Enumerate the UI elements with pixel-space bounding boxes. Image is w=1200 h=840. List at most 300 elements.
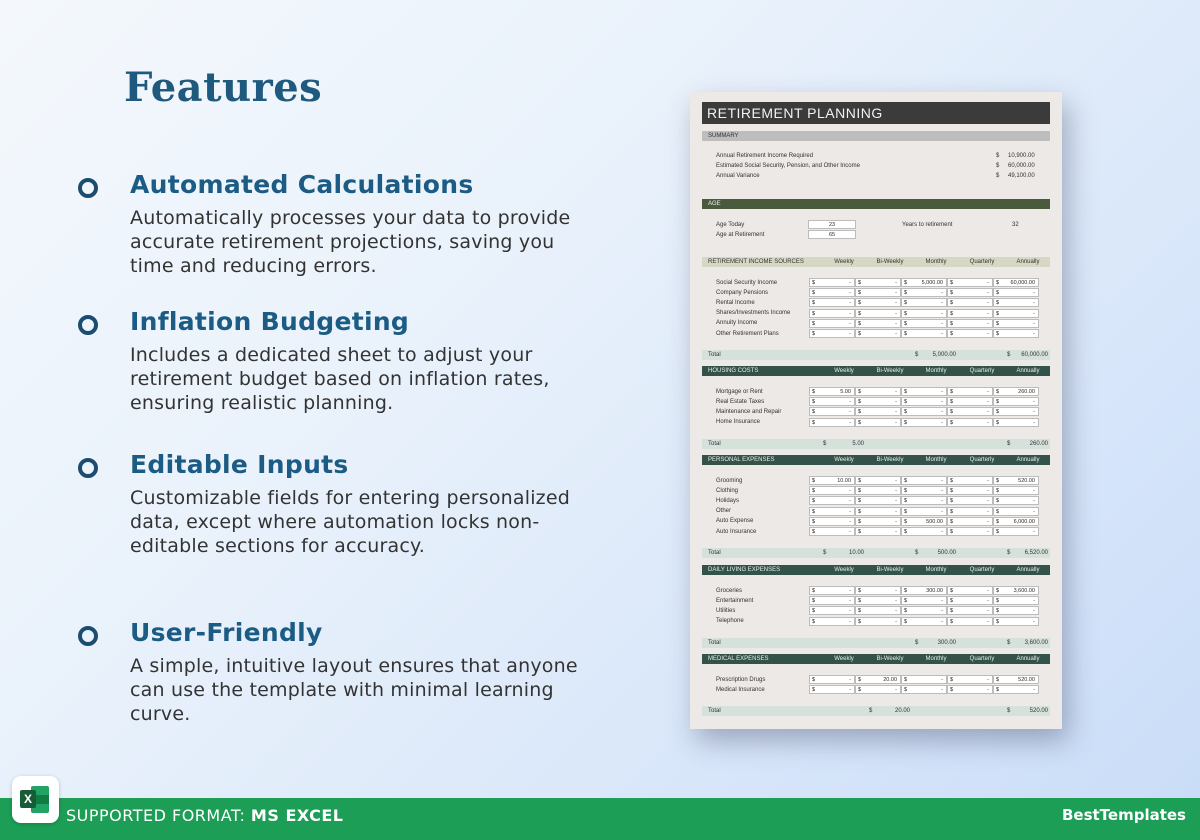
- amount-value: -: [1033, 608, 1035, 615]
- amount-cell[interactable]: [855, 476, 901, 485]
- amount-value: -: [849, 320, 851, 327]
- summary-currency: $: [996, 153, 1000, 159]
- amount-value: -: [987, 518, 989, 525]
- amount-cell[interactable]: [809, 685, 855, 694]
- amount-cell[interactable]: [901, 288, 947, 297]
- currency-symbol: $: [904, 320, 908, 327]
- amount-cell[interactable]: [993, 527, 1039, 536]
- amount-value: -: [987, 419, 989, 426]
- summary-value: 10,900.00: [1008, 153, 1035, 159]
- amount-value: 20.00: [883, 677, 897, 683]
- amount-cell[interactable]: [947, 288, 993, 297]
- total-value: 260.00: [1029, 440, 1048, 447]
- amount-cell[interactable]: [809, 397, 855, 406]
- currency-symbol: $: [858, 608, 862, 615]
- amount-cell[interactable]: [809, 298, 855, 307]
- amount-cell[interactable]: [855, 278, 901, 287]
- amount-value: -: [895, 687, 897, 694]
- currency-symbol: $: [812, 389, 816, 395]
- amount-cell[interactable]: [855, 596, 901, 605]
- feature-description: Customizable fields for entering personalized data, except where automation locks non-editable sections for accuracy.: [130, 487, 571, 557]
- amount-value: -: [849, 588, 851, 594]
- amount-value: -: [1033, 331, 1035, 337]
- amount-cell[interactable]: [809, 407, 855, 416]
- amount-cell[interactable]: [901, 507, 947, 516]
- amount-value: -: [1033, 598, 1035, 605]
- amount-cell[interactable]: [855, 606, 901, 615]
- amount-cell[interactable]: [855, 486, 901, 495]
- amount-cell[interactable]: [855, 586, 901, 595]
- amount-cell[interactable]: [855, 397, 901, 406]
- amount-value: -: [895, 518, 897, 525]
- amount-cell[interactable]: [947, 617, 993, 626]
- currency-symbol: $: [996, 608, 1000, 615]
- column-header: Weekly: [834, 457, 854, 463]
- row-label: Auto Expense: [716, 518, 754, 525]
- currency-symbol: $: [858, 310, 862, 317]
- row-label: Prescription Drugs: [716, 676, 766, 683]
- currency-symbol: $: [950, 518, 954, 525]
- currency-symbol: $: [858, 488, 862, 495]
- currency-symbol: $: [996, 618, 1000, 625]
- total-value: 6,520.00: [1024, 550, 1048, 557]
- currency-symbol: $: [1007, 440, 1011, 447]
- column-header: Weekly: [834, 368, 854, 374]
- currency-symbol: $: [904, 290, 908, 297]
- amount-value: -: [849, 608, 851, 615]
- amount-cell[interactable]: [993, 685, 1039, 694]
- total-value: 300.00: [937, 639, 956, 646]
- amount-value: 500.00: [926, 518, 943, 525]
- amount-cell[interactable]: [993, 309, 1039, 318]
- amount-cell[interactable]: [993, 418, 1039, 427]
- amount-cell[interactable]: [901, 617, 947, 626]
- currency-symbol: $: [858, 409, 862, 416]
- section-header: [702, 366, 1050, 376]
- total-label: Total: [708, 550, 721, 557]
- currency-symbol: $: [812, 498, 816, 505]
- amount-cell[interactable]: [947, 675, 993, 684]
- currency-symbol: $: [950, 399, 954, 406]
- currency-symbol: $: [996, 498, 1000, 505]
- amount-cell[interactable]: [947, 496, 993, 505]
- amount-cell[interactable]: [993, 476, 1039, 485]
- amount-cell[interactable]: [947, 309, 993, 318]
- section-total: [702, 548, 1050, 558]
- amount-value: -: [941, 290, 943, 297]
- amount-cell[interactable]: [947, 397, 993, 406]
- column-header: Bi-Weekly: [876, 259, 904, 265]
- amount-cell[interactable]: [947, 507, 993, 516]
- amount-value: -: [1033, 419, 1035, 426]
- amount-value: -: [987, 280, 989, 286]
- amount-cell[interactable]: [993, 596, 1039, 605]
- amount-cell[interactable]: [947, 517, 993, 526]
- currency-symbol: $: [812, 687, 816, 694]
- amount-cell[interactable]: [809, 517, 855, 526]
- amount-cell[interactable]: [993, 617, 1039, 626]
- excel-icon: [12, 776, 59, 823]
- row-label: Maintenance and Repair: [716, 408, 782, 415]
- currency-symbol: $: [996, 529, 1000, 535]
- feature-description: Automatically processes your data to provide accurate retirement projections, saving you time and reducing errors.: [130, 207, 571, 277]
- currency-symbol: $: [996, 598, 1000, 605]
- column-header: Bi-Weekly: [876, 567, 904, 573]
- amount-cell[interactable]: [901, 319, 947, 328]
- amount-cell[interactable]: [993, 517, 1039, 526]
- amount-value: -: [895, 399, 897, 406]
- section-total: [702, 350, 1050, 360]
- section-total: [702, 439, 1050, 449]
- column-header: Quarterly: [969, 567, 995, 573]
- amount-cell[interactable]: [855, 298, 901, 307]
- amount-cell[interactable]: [993, 319, 1039, 328]
- format-value: MS EXCEL: [250, 806, 344, 825]
- currency-symbol: $: [858, 529, 862, 535]
- amount-value: -: [1033, 399, 1035, 406]
- amount-value: -: [941, 529, 943, 535]
- total-value: 500.00: [937, 550, 956, 557]
- amount-cell[interactable]: [901, 309, 947, 318]
- amount-cell[interactable]: [993, 586, 1039, 595]
- amount-cell[interactable]: [901, 586, 947, 595]
- amount-value: -: [1033, 290, 1035, 297]
- row-label: Annuity Income: [716, 320, 758, 327]
- currency-symbol: $: [950, 280, 954, 286]
- amount-cell[interactable]: [855, 309, 901, 318]
- amount-cell[interactable]: [947, 407, 993, 416]
- amount-value: -: [987, 687, 989, 694]
- amount-cell[interactable]: [993, 288, 1039, 297]
- amount-value: -: [987, 677, 989, 683]
- currency-symbol: $: [904, 677, 908, 683]
- amount-cell[interactable]: [947, 606, 993, 615]
- currency-symbol: $: [950, 498, 954, 505]
- bullet-ring-icon: [78, 178, 98, 198]
- amount-cell[interactable]: [947, 278, 993, 287]
- amount-value: -: [849, 300, 851, 307]
- currency-symbol: $: [1007, 352, 1011, 359]
- currency-symbol: $: [996, 588, 1000, 594]
- currency-symbol: $: [950, 687, 954, 694]
- amount-value: -: [1033, 618, 1035, 625]
- amount-cell[interactable]: [901, 397, 947, 406]
- currency-symbol: $: [950, 389, 954, 395]
- total-value: 10.00: [848, 550, 864, 557]
- currency-symbol: $: [996, 508, 1000, 515]
- amount-cell[interactable]: [947, 596, 993, 605]
- amount-cell[interactable]: [809, 496, 855, 505]
- amount-value: -: [1033, 409, 1035, 416]
- amount-cell[interactable]: [855, 675, 901, 684]
- amount-cell[interactable]: [947, 476, 993, 485]
- row-label: Real Estate Taxes: [716, 398, 765, 405]
- currency-symbol: $: [904, 508, 908, 515]
- amount-cell[interactable]: [855, 387, 901, 396]
- amount-cell[interactable]: [901, 675, 947, 684]
- amount-value: -: [987, 608, 989, 615]
- currency-symbol: $: [996, 310, 1000, 317]
- amount-cell[interactable]: [993, 278, 1039, 287]
- amount-cell[interactable]: [901, 329, 947, 338]
- currency-symbol: $: [996, 280, 1000, 286]
- amount-value: -: [849, 331, 851, 337]
- currency-symbol: $: [904, 399, 908, 406]
- amount-value: -: [941, 598, 943, 605]
- amount-cell[interactable]: [855, 685, 901, 694]
- bullet-ring-icon: [78, 458, 98, 478]
- currency-symbol: $: [904, 488, 908, 495]
- amount-cell[interactable]: [809, 278, 855, 287]
- amount-value: -: [987, 320, 989, 327]
- section-header-label: RETIREMENT INCOME SOURCES: [708, 259, 804, 265]
- amount-value: -: [987, 598, 989, 605]
- amount-cell[interactable]: [809, 507, 855, 516]
- amount-value: 5,000.00: [921, 280, 943, 286]
- summary-currency: $: [996, 163, 1000, 169]
- amount-cell[interactable]: [809, 606, 855, 615]
- amount-cell[interactable]: [901, 298, 947, 307]
- amount-cell[interactable]: [809, 288, 855, 297]
- currency-symbol: $: [858, 618, 862, 625]
- amount-value: -: [895, 280, 897, 286]
- age-retirement-input[interactable]: 65: [808, 230, 856, 239]
- row-label: Rental Income: [716, 299, 755, 306]
- currency-symbol: $: [858, 399, 862, 406]
- summary-label: Annual Variance: [716, 173, 760, 179]
- amount-cell[interactable]: [993, 387, 1039, 396]
- amount-value: -: [895, 389, 897, 395]
- section-header: [702, 257, 1050, 267]
- amount-cell[interactable]: [809, 596, 855, 605]
- amount-value: -: [849, 488, 851, 495]
- amount-cell[interactable]: [993, 496, 1039, 505]
- currency-symbol: $: [812, 588, 816, 594]
- amount-cell[interactable]: [855, 329, 901, 338]
- row-label: Groceries: [716, 587, 743, 594]
- age-header-label: AGE: [708, 201, 721, 207]
- amount-value: -: [895, 618, 897, 625]
- currency-symbol: $: [904, 588, 908, 594]
- amount-cell[interactable]: [993, 675, 1039, 684]
- amount-value: 520.00: [1018, 478, 1035, 484]
- amount-cell[interactable]: [993, 397, 1039, 406]
- currency-symbol: $: [996, 409, 1000, 416]
- amount-cell[interactable]: [809, 476, 855, 485]
- amount-value: -: [895, 409, 897, 416]
- currency-symbol: $: [904, 280, 908, 286]
- amount-cell[interactable]: [947, 319, 993, 328]
- amount-cell[interactable]: [901, 418, 947, 427]
- amount-cell[interactable]: [809, 309, 855, 318]
- amount-value: -: [849, 399, 851, 406]
- amount-value: -: [941, 389, 943, 395]
- amount-cell[interactable]: [901, 606, 947, 615]
- currency-symbol: $: [950, 508, 954, 515]
- currency-symbol: $: [915, 550, 919, 557]
- amount-value: -: [987, 498, 989, 505]
- amount-cell[interactable]: [855, 527, 901, 536]
- supported-format: [66, 806, 344, 826]
- amount-cell[interactable]: [855, 319, 901, 328]
- amount-value: 5.00: [840, 389, 851, 395]
- amount-cell[interactable]: [901, 278, 947, 287]
- feature-title: Automated Calculations: [130, 170, 474, 199]
- amount-cell[interactable]: [809, 329, 855, 338]
- currency-symbol: $: [858, 677, 862, 683]
- currency-symbol: $: [950, 677, 954, 683]
- currency-symbol: $: [858, 280, 862, 286]
- amount-cell[interactable]: [855, 418, 901, 427]
- amount-value: -: [849, 518, 851, 525]
- currency-symbol: $: [812, 409, 816, 416]
- section-header-label: MEDICAL EXPENSES: [708, 656, 769, 662]
- amount-value: -: [987, 618, 989, 625]
- amount-cell[interactable]: [901, 527, 947, 536]
- amount-value: -: [895, 320, 897, 327]
- amount-cell[interactable]: [947, 527, 993, 536]
- amount-cell[interactable]: [855, 517, 901, 526]
- currency-symbol: $: [996, 478, 1000, 484]
- format-prefix: SUPPORTED FORMAT:: [66, 806, 246, 825]
- currency-symbol: $: [950, 488, 954, 495]
- amount-value: -: [1033, 300, 1035, 307]
- currency-symbol: $: [950, 320, 954, 327]
- currency-symbol: $: [812, 598, 816, 605]
- section-header: [702, 565, 1050, 575]
- amount-value: -: [849, 310, 851, 317]
- column-header: Annually: [1016, 656, 1040, 662]
- age-today-label: Age Today: [716, 222, 745, 228]
- currency-symbol: $: [904, 529, 908, 535]
- amount-cell[interactable]: [947, 387, 993, 396]
- section-header: [702, 455, 1050, 465]
- amount-value: -: [941, 399, 943, 406]
- amount-cell[interactable]: [855, 496, 901, 505]
- currency-symbol: $: [950, 331, 954, 337]
- currency-symbol: $: [950, 598, 954, 605]
- amount-cell[interactable]: [993, 606, 1039, 615]
- currency-symbol: $: [904, 498, 908, 505]
- amount-value: -: [941, 677, 943, 683]
- currency-symbol: $: [904, 310, 908, 317]
- amount-value: -: [895, 331, 897, 337]
- amount-cell[interactable]: [901, 496, 947, 505]
- row-label: Social Security Income: [716, 279, 778, 286]
- amount-cell[interactable]: [947, 685, 993, 694]
- column-header: Bi-Weekly: [876, 457, 904, 463]
- total-label: Total: [708, 352, 721, 359]
- amount-cell[interactable]: [809, 319, 855, 328]
- amount-cell[interactable]: [947, 586, 993, 595]
- currency-symbol: $: [996, 399, 1000, 406]
- row-label: Home Insurance: [716, 419, 761, 426]
- feature-title: Inflation Budgeting: [130, 307, 410, 336]
- section-header-label: DAILY LIVING EXPENSES: [708, 567, 781, 573]
- amount-value: -: [895, 290, 897, 297]
- amount-cell[interactable]: [901, 387, 947, 396]
- total-label: Total: [708, 639, 721, 646]
- age-today-input[interactable]: 23: [808, 220, 856, 229]
- total-value: 520.00: [1029, 708, 1048, 715]
- currency-symbol: $: [950, 478, 954, 484]
- amount-cell[interactable]: [993, 298, 1039, 307]
- amount-cell[interactable]: [855, 288, 901, 297]
- currency-symbol: $: [812, 508, 816, 515]
- amount-value: -: [895, 478, 897, 484]
- amount-cell[interactable]: [947, 329, 993, 338]
- currency-symbol: $: [950, 529, 954, 535]
- currency-symbol: $: [904, 518, 908, 525]
- section-total: [702, 706, 1050, 716]
- column-header: Monthly: [925, 368, 947, 374]
- amount-cell[interactable]: [947, 486, 993, 495]
- total-value: 3,600.00: [1024, 639, 1048, 646]
- amount-cell[interactable]: [901, 685, 947, 694]
- amount-value: -: [1033, 508, 1035, 515]
- amount-cell[interactable]: [809, 486, 855, 495]
- column-header: Weekly: [834, 567, 854, 573]
- amount-cell[interactable]: [947, 418, 993, 427]
- amount-cell[interactable]: [855, 617, 901, 626]
- amount-cell[interactable]: [901, 407, 947, 416]
- column-header: Quarterly: [969, 368, 995, 374]
- currency-symbol: $: [950, 290, 954, 297]
- column-header: Monthly: [925, 259, 947, 265]
- section-header-label: PERSONAL EXPENSES: [708, 457, 775, 463]
- amount-value: 3,600.00: [1013, 588, 1035, 594]
- amount-cell[interactable]: [809, 675, 855, 684]
- amount-cell[interactable]: [993, 486, 1039, 495]
- amount-cell[interactable]: [901, 486, 947, 495]
- row-label: Clothing: [716, 487, 739, 494]
- amount-value: -: [987, 488, 989, 495]
- amount-cell[interactable]: [993, 507, 1039, 516]
- section-header-label: HOUSING COSTS: [708, 368, 759, 374]
- currency-symbol: $: [1007, 550, 1011, 557]
- amount-cell[interactable]: [947, 298, 993, 307]
- section-header: [702, 654, 1050, 664]
- amount-value: -: [941, 310, 943, 317]
- amount-cell[interactable]: [993, 329, 1039, 338]
- column-header: Annually: [1016, 567, 1040, 573]
- currency-symbol: $: [1007, 708, 1011, 715]
- amount-cell[interactable]: [809, 418, 855, 427]
- section-total: [702, 638, 1050, 648]
- amount-cell[interactable]: [809, 387, 855, 396]
- amount-cell[interactable]: [901, 517, 947, 526]
- amount-value: -: [895, 529, 897, 535]
- amount-cell[interactable]: [809, 586, 855, 595]
- amount-value: -: [987, 508, 989, 515]
- currency-symbol: $: [950, 300, 954, 307]
- summary-value: 60,000.00: [1008, 163, 1035, 169]
- amount-value: -: [849, 529, 851, 535]
- amount-cell[interactable]: [993, 407, 1039, 416]
- currency-symbol: $: [858, 478, 862, 484]
- amount-cell[interactable]: [901, 476, 947, 485]
- amount-cell[interactable]: [809, 617, 855, 626]
- feature-title: User-Friendly: [130, 618, 323, 647]
- total-value: 20.00: [894, 708, 910, 715]
- amount-cell[interactable]: [901, 596, 947, 605]
- amount-cell[interactable]: [855, 507, 901, 516]
- currency-symbol: $: [858, 300, 862, 307]
- currency-symbol: $: [812, 529, 816, 535]
- amount-value: -: [941, 320, 943, 327]
- amount-cell[interactable]: [809, 527, 855, 536]
- amount-cell[interactable]: [855, 407, 901, 416]
